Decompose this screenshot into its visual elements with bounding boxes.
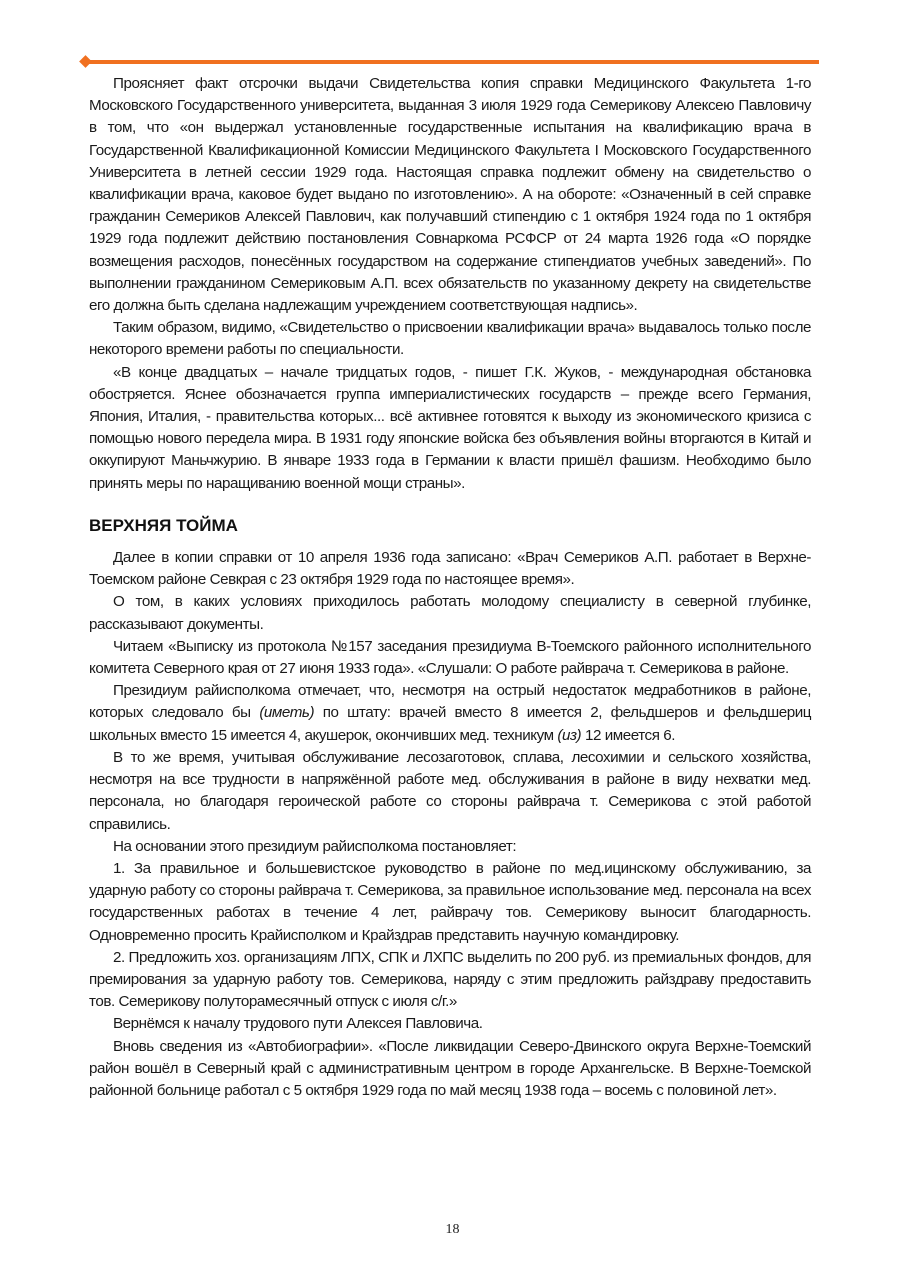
text-run: Президиум райисполкома отмечает, что, несмотря на острый недостаток медработников в районе, которых следовало бы — [89, 682, 811, 722]
paragraph: «В конце двадцатых – начале тридцатых годов, - пишет Г.К. Жуков, - международная обстановка обостряется. Яснее обозначается группа империалистических государств – прежде всего Германия, Япония, Италия, - правительства которых... всё активнее готовятся к выходу из экономического кризиса с помощью нового передела мира. В 1931 году японские войска без объявления войны вторгаются в Китай и оккупируют Маньчжурию. В январе 1933 года в Германии к власти пришёл фашизм. Необходимо было принять меры по наращиванию военной мощи страны». — [89, 363, 811, 492]
paragraph: Вернёмся к началу трудового пути Алексея Павловича. — [113, 1015, 483, 1033]
header-rule — [86, 60, 819, 64]
paragraph: Проясняет факт отсрочки выдачи Свидетельства копия справки Медицинского Факультета 1-го Московского Государственного университета, выданная 3 июля 1929 года Семерикову Алексею Павловичу в том, что «он выдержал установленные государственные испытания на квалификацию врача в Государственной Квалификационной Комиссии Медицинского Факультета I Московского Государственного Университета в летней сессии 1929 года. Настоящая справка подлежит обмену на свидетельство о квалификации врача, каковое будет выдано по изготовлению». А на обороте: «Означенный в сей справке гражданин Семериков Алексей Павлович, как получавший стипендию с 1 октября 1924 года по 1 октября 1929 года подлежит действию постановления Совнаркома РСФСР от 24 марта 1926 года «О порядке возмещения расходов, понесённых государством на содержание стипендиатов учебных заведений». По выполнении гражданином Семериковым А.П. всех обязательств по указанному декрету на свидетельстве его должна быть сделана надлежащим учреждением соответствующая надпись». — [89, 75, 811, 315]
section-heading: ВЕРХНЯЯ ТОЙМА — [89, 515, 238, 535]
paragraph — [89, 680, 811, 747]
paragraph: 1. За правильное и большевистское руководство в районе по мед.ицинскому обслуживанию, за ударную работу со стороны райврача т. Семерикова, за правильное использование мед. персонала на всех государственных работах в течение 4 лет, райврачу тов. Семерикову выносит благодарность. Одновременно просить Крайисполком и Крайздрав представить научную командировку. — [89, 859, 811, 944]
page-body — [89, 73, 811, 1102]
text-run: по штату: врачей вместо 8 имеется 2, фельдшеров и фельдшериц школьных вместо 15 имеется 4, акушерок, окончивших мед. техникум — [89, 704, 811, 744]
paragraph: Вновь сведения из «Автобиографии». «После ликвидации Северо-Двинского округа Верхне-Тоемский район вошёл в Северный край с административным центром в городе Архангельске. В Верхне-Тоемской районной больнице работал с 5 октября 1929 года по май месяц 1938 года – восемь с половиной лет». — [89, 1037, 811, 1099]
italic-insertion: (иметь) — [259, 704, 315, 722]
paragraph: В то же время, учитывая обслуживание лесозаготовок, сплава, лесохимии и сельского хозяйства, несмотря на все трудности в напряжённой работе мед. обслуживания в районе в виду нехватки мед. персонала, но благодаря героической работе со стороны райврача т. Семерикова с этой работой справились. — [89, 748, 811, 833]
text-run: 12 имеется 6. — [581, 726, 676, 744]
paragraph: Таким образом, видимо, «Свидетельство о присвоении квалификации врача» выдавалось только после некоторого времени работы по специальности. — [89, 319, 811, 359]
italic-insertion: (из) — [557, 726, 582, 744]
paragraph: На основании этого президиум райисполкома постановляет: — [113, 837, 517, 855]
paragraph: Читаем «Выписку из протокола №157 заседания президиума В-Тоемского районного исполнительного комитета Северного края от 27 июня 1933 года». «Слушали: О работе райврача т. Семерикова в районе. — [89, 637, 811, 678]
paragraph: 2. Предложить хоз. организациям ЛПХ, СПК и ЛХПС выделить по 200 руб. из премиальных фондов, для премирования за ударную работу тов. Семерикова, наряду с этим предложить райздраву предоставить тов. Семерикову полуторамесячный отпуск с июля с/г.» — [89, 948, 811, 1011]
paragraph: Далее в копии справки от 10 апреля 1936 года записано: «Врач Семериков А.П. работает в Верхне-Тоемском районе Севкрая с 23 октября 1929 года по настоящее время». — [89, 549, 811, 589]
page-number: 18 — [445, 1222, 460, 1237]
diamond-icon — [79, 55, 92, 68]
paragraph: О том, в каких условиях приходилось работать молодому специалисту в северной глубинке, рассказывают документы. — [89, 593, 811, 633]
